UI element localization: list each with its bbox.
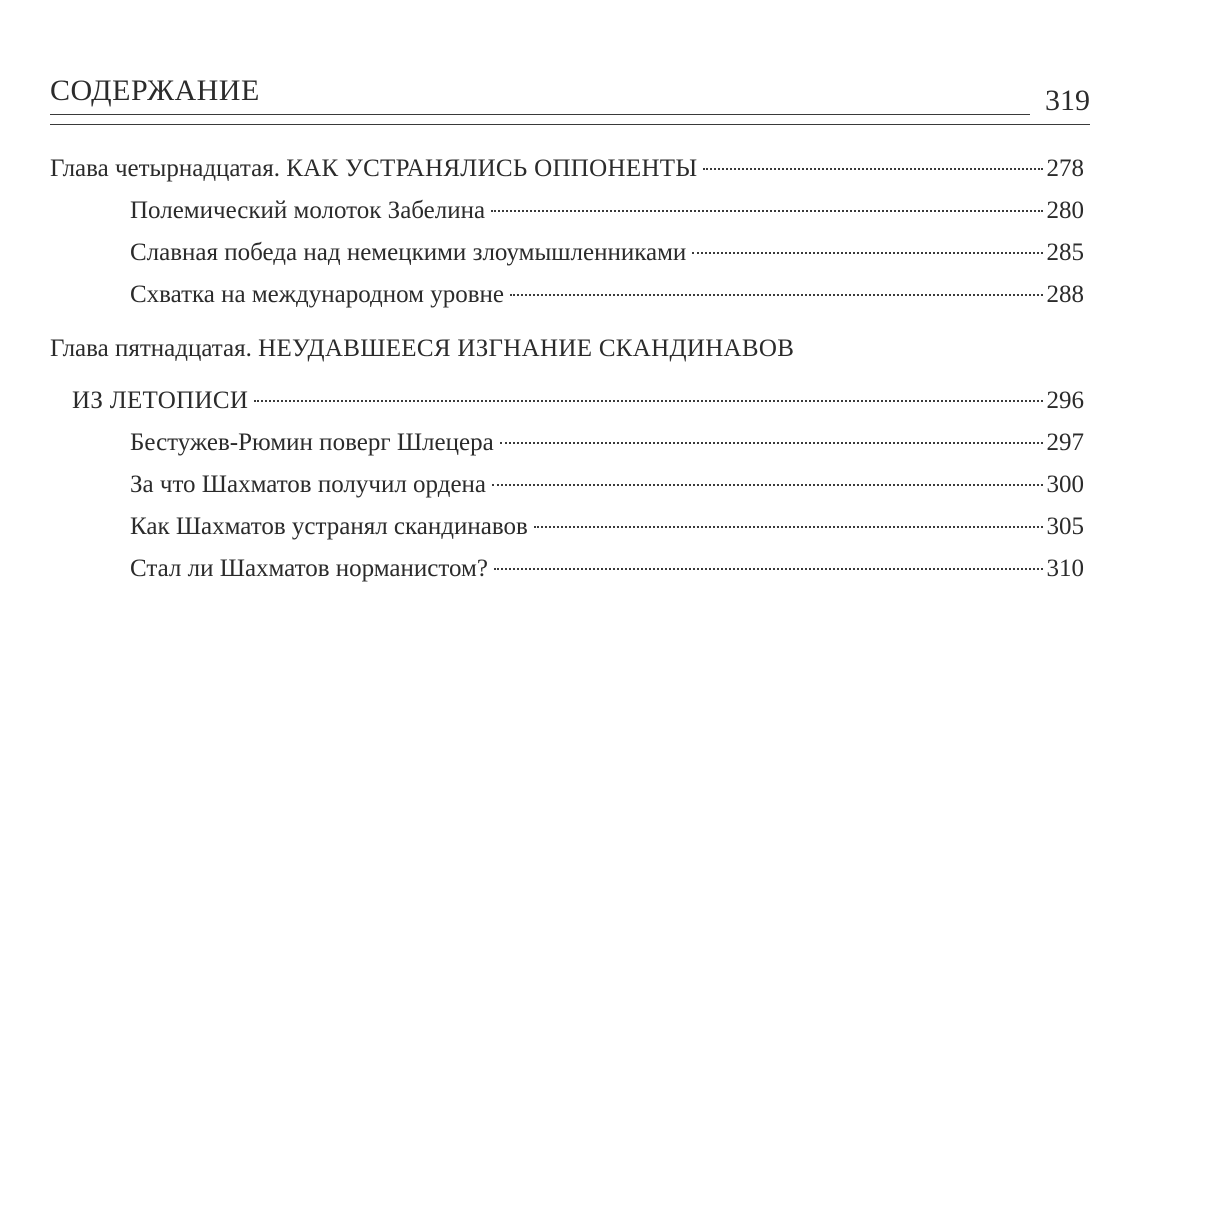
toc-section-title: Полемический молоток Забелина <box>130 197 486 224</box>
toc-section-title: Славная победа над немецкими злоумышленниками <box>130 239 687 266</box>
dot-leader <box>254 400 1042 402</box>
toc-page-number: 297 <box>1046 429 1084 456</box>
toc-section[interactable] <box>50 192 1084 230</box>
toc-chapter-15-prefix: Глава пятнадцатая. <box>50 335 252 362</box>
toc-section[interactable] <box>50 466 1084 504</box>
toc-section[interactable] <box>50 508 1084 546</box>
toc-page-number: 305 <box>1046 513 1084 540</box>
toc-page-number: 285 <box>1046 239 1084 266</box>
dot-leader <box>500 442 1043 444</box>
toc-section[interactable] <box>50 276 1084 314</box>
toc-chapter-15-heading-line1: НЕУДАВШЕЕСЯ ИЗГНАНИЕ СКАНДИНАВОВ <box>258 335 795 362</box>
toc-chapter-14[interactable] <box>50 150 1084 188</box>
dot-leader <box>492 484 1042 486</box>
dot-leader <box>534 526 1043 528</box>
toc-page-number: 310 <box>1046 555 1084 582</box>
toc-chapter-15[interactable] <box>50 330 1084 368</box>
page-number: 319 <box>1045 84 1090 117</box>
toc-page-number: 278 <box>1046 155 1084 182</box>
dot-leader <box>703 168 1042 170</box>
dot-leader <box>491 210 1042 212</box>
toc-page-number: 280 <box>1046 197 1084 224</box>
header-rule-upper <box>50 114 1030 115</box>
toc-chapter-14-prefix: Глава четырнадцатая. <box>50 155 280 182</box>
toc-page-number: 296 <box>1046 387 1084 414</box>
toc-section-title: Схватка на международном уровне <box>130 281 504 308</box>
toc-chapter-14-heading: КАК УСТРАНЯЛИСЬ ОППОНЕНТЫ <box>286 155 698 182</box>
toc-page-number: 288 <box>1046 281 1084 308</box>
header-rule-lower <box>50 124 1090 125</box>
toc-section-title: Бестужев-Рюмин поверг Шлецера <box>130 429 494 456</box>
toc-section-title: За что Шахматов получил ордена <box>130 471 487 498</box>
toc-section[interactable] <box>50 424 1084 462</box>
toc-section[interactable] <box>50 234 1084 272</box>
running-head <box>50 72 1090 128</box>
toc-section-title: Как Шахматов устранял скандинавов <box>130 513 528 540</box>
toc-section[interactable] <box>50 550 1084 588</box>
running-head-title: СОДЕРЖАНИЕ <box>50 74 260 107</box>
dot-leader <box>494 568 1043 570</box>
dot-leader <box>510 294 1043 296</box>
toc-chapter-15-continuation[interactable] <box>50 382 1084 420</box>
toc-chapter-15-title <box>50 330 794 368</box>
toc-page-number: 300 <box>1046 471 1084 498</box>
toc-chapter-14-title <box>50 150 697 188</box>
toc-section-title: Стал ли Шахматов норманистом? <box>130 555 488 582</box>
dot-leader <box>692 252 1042 254</box>
toc-chapter-15-heading-line2: ИЗ ЛЕТОПИСИ <box>72 387 249 414</box>
